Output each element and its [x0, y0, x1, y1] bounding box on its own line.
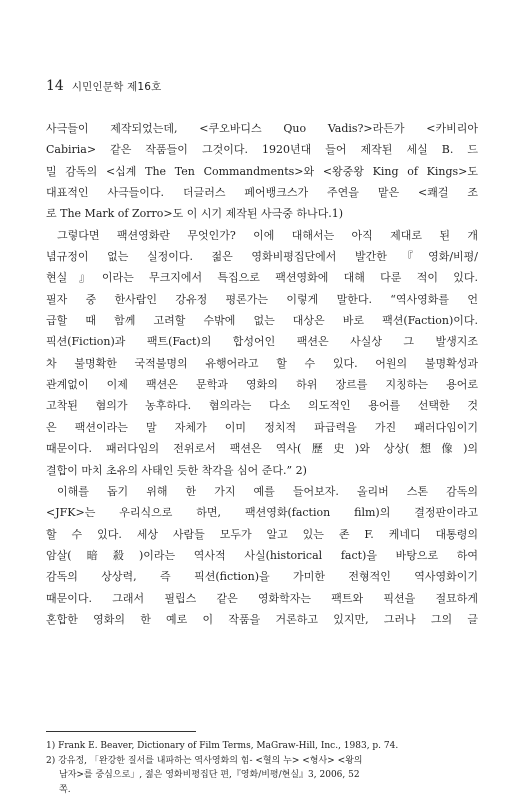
body-line: 념규정이 없는 실정이다. 젊은 영화비평집단에서 발간한『영화/비평/: [46, 250, 478, 264]
footnotes: [46, 739, 478, 797]
body-line: 할 수 있다. 세상 사람들 모두가 알고 있는 존 F. 케네디 대통령의: [46, 527, 478, 541]
body-line: 그렇다면 팩션영화란 무엇인가? 이에 대해서는 아직 제대로 된 개: [57, 228, 478, 242]
page-number: 14: [46, 78, 64, 94]
body-line: Cabiria> 같은 작품들이 그것이다. 1920년대 들어 제작된 세실 B. 드: [46, 143, 478, 157]
body-line: 때문이다. 패러다임의 전위로서 팩션은 역사(歷史)와 상상(想像)의: [46, 442, 478, 456]
body-line: 급할 때 함께 고려할 수밖에 없는 대상은 바로 팩션(Faction)이다.: [46, 314, 478, 328]
body-line: <JFK>는 우리식으로 하면, 팩션영화(faction film)의 결정판이라고: [46, 506, 478, 520]
body-line: 관계없이 이제 팩션은 문학과 영화의 하위 장르를 지칭하는 용어로: [46, 378, 478, 392]
body-text: [46, 118, 478, 630]
body-line: 혼합한 영화의 한 예로 이 작품을 거론하고 있지만, 그러나 그의 글: [46, 612, 478, 626]
body-line: 결합이 마치 초유의 사태인 듯한 착각을 심어 준다.” 2): [46, 463, 307, 477]
journal-name: 시민인문학 제16호: [71, 81, 162, 93]
body-line: 고착된 혐의가 농후하다. 혐의라는 다소 의도적인 용어를 선택한 것: [46, 399, 478, 413]
body-line: 감독의 상상력, 즉 픽션(fiction)을 가미한 전형적인 역사영화이기: [46, 570, 478, 584]
body-line: 이해를 돕기 위해 한 가지 예를 들어보자. 올리버 스톤 감독의: [57, 484, 478, 498]
footnote-line: 1) Frank E. Beaver, Dictionary of Film Terms, MaGraw-Hill, Inc., 1983, p. 74.: [46, 741, 399, 751]
body-line: 로 The Mark of Zorro>도 이 시기 제작된 사극중 하나다.1): [46, 207, 344, 221]
footnote-divider: [46, 731, 196, 732]
body-line: 현실』이라는 무크지에서 특집으로 팩션영화에 대해 다룬 적이 있다.: [46, 271, 478, 285]
footnote-line: 남자>를 중심으로」, 젊은 영화비평집단 편,『영화/비평/현실』3, 2006, 52: [59, 770, 360, 780]
footnote-line: 2) 강유정, 「완강한 질서를 내파하는 역사영화의 힘- <혈의 누> <형사> <왕의: [46, 755, 363, 766]
body-line: 픽션(Fiction)과 팩트(Fact)의 합성어인 팩션은 사실상 그 발생지조: [46, 335, 478, 349]
body-line: 밀 감독의 <십계 The Ten Commandments>와 <왕중왕 King of Kings>도: [46, 164, 478, 178]
body-line: 은 팩션이라는 말 자체가 이미 정치적 파급력을 가진 패러다임이기: [46, 420, 478, 434]
body-line: 때문이다. 그래서 필립스 같은 영화학자는 팩트와 픽션을 절묘하게: [46, 591, 478, 605]
body-line: 차 불명확한 국적불명의 유행어라고 할 수 있다. 어원의 불명확성과: [46, 356, 478, 370]
page-header: [46, 78, 162, 94]
body-line: 사극들이 제작되었는데, <쿠오바디스 Quo Vadis?>라든가 <카비리아: [46, 122, 478, 135]
footnote-line: 쪽.: [59, 784, 71, 795]
body-line: 필자 중 한사람인 강유정 평론가는 이렇게 말한다. “역사영화를 언: [46, 292, 478, 306]
body-line: 대표적인 사극들이다. 더글러스 페어뱅크스가 주연을 맡은 <쾌걸 조: [46, 186, 478, 200]
body-line: 암살(暗殺)이라는 역사적 사실(historical fact)을 바탕으로 하여: [46, 548, 478, 562]
